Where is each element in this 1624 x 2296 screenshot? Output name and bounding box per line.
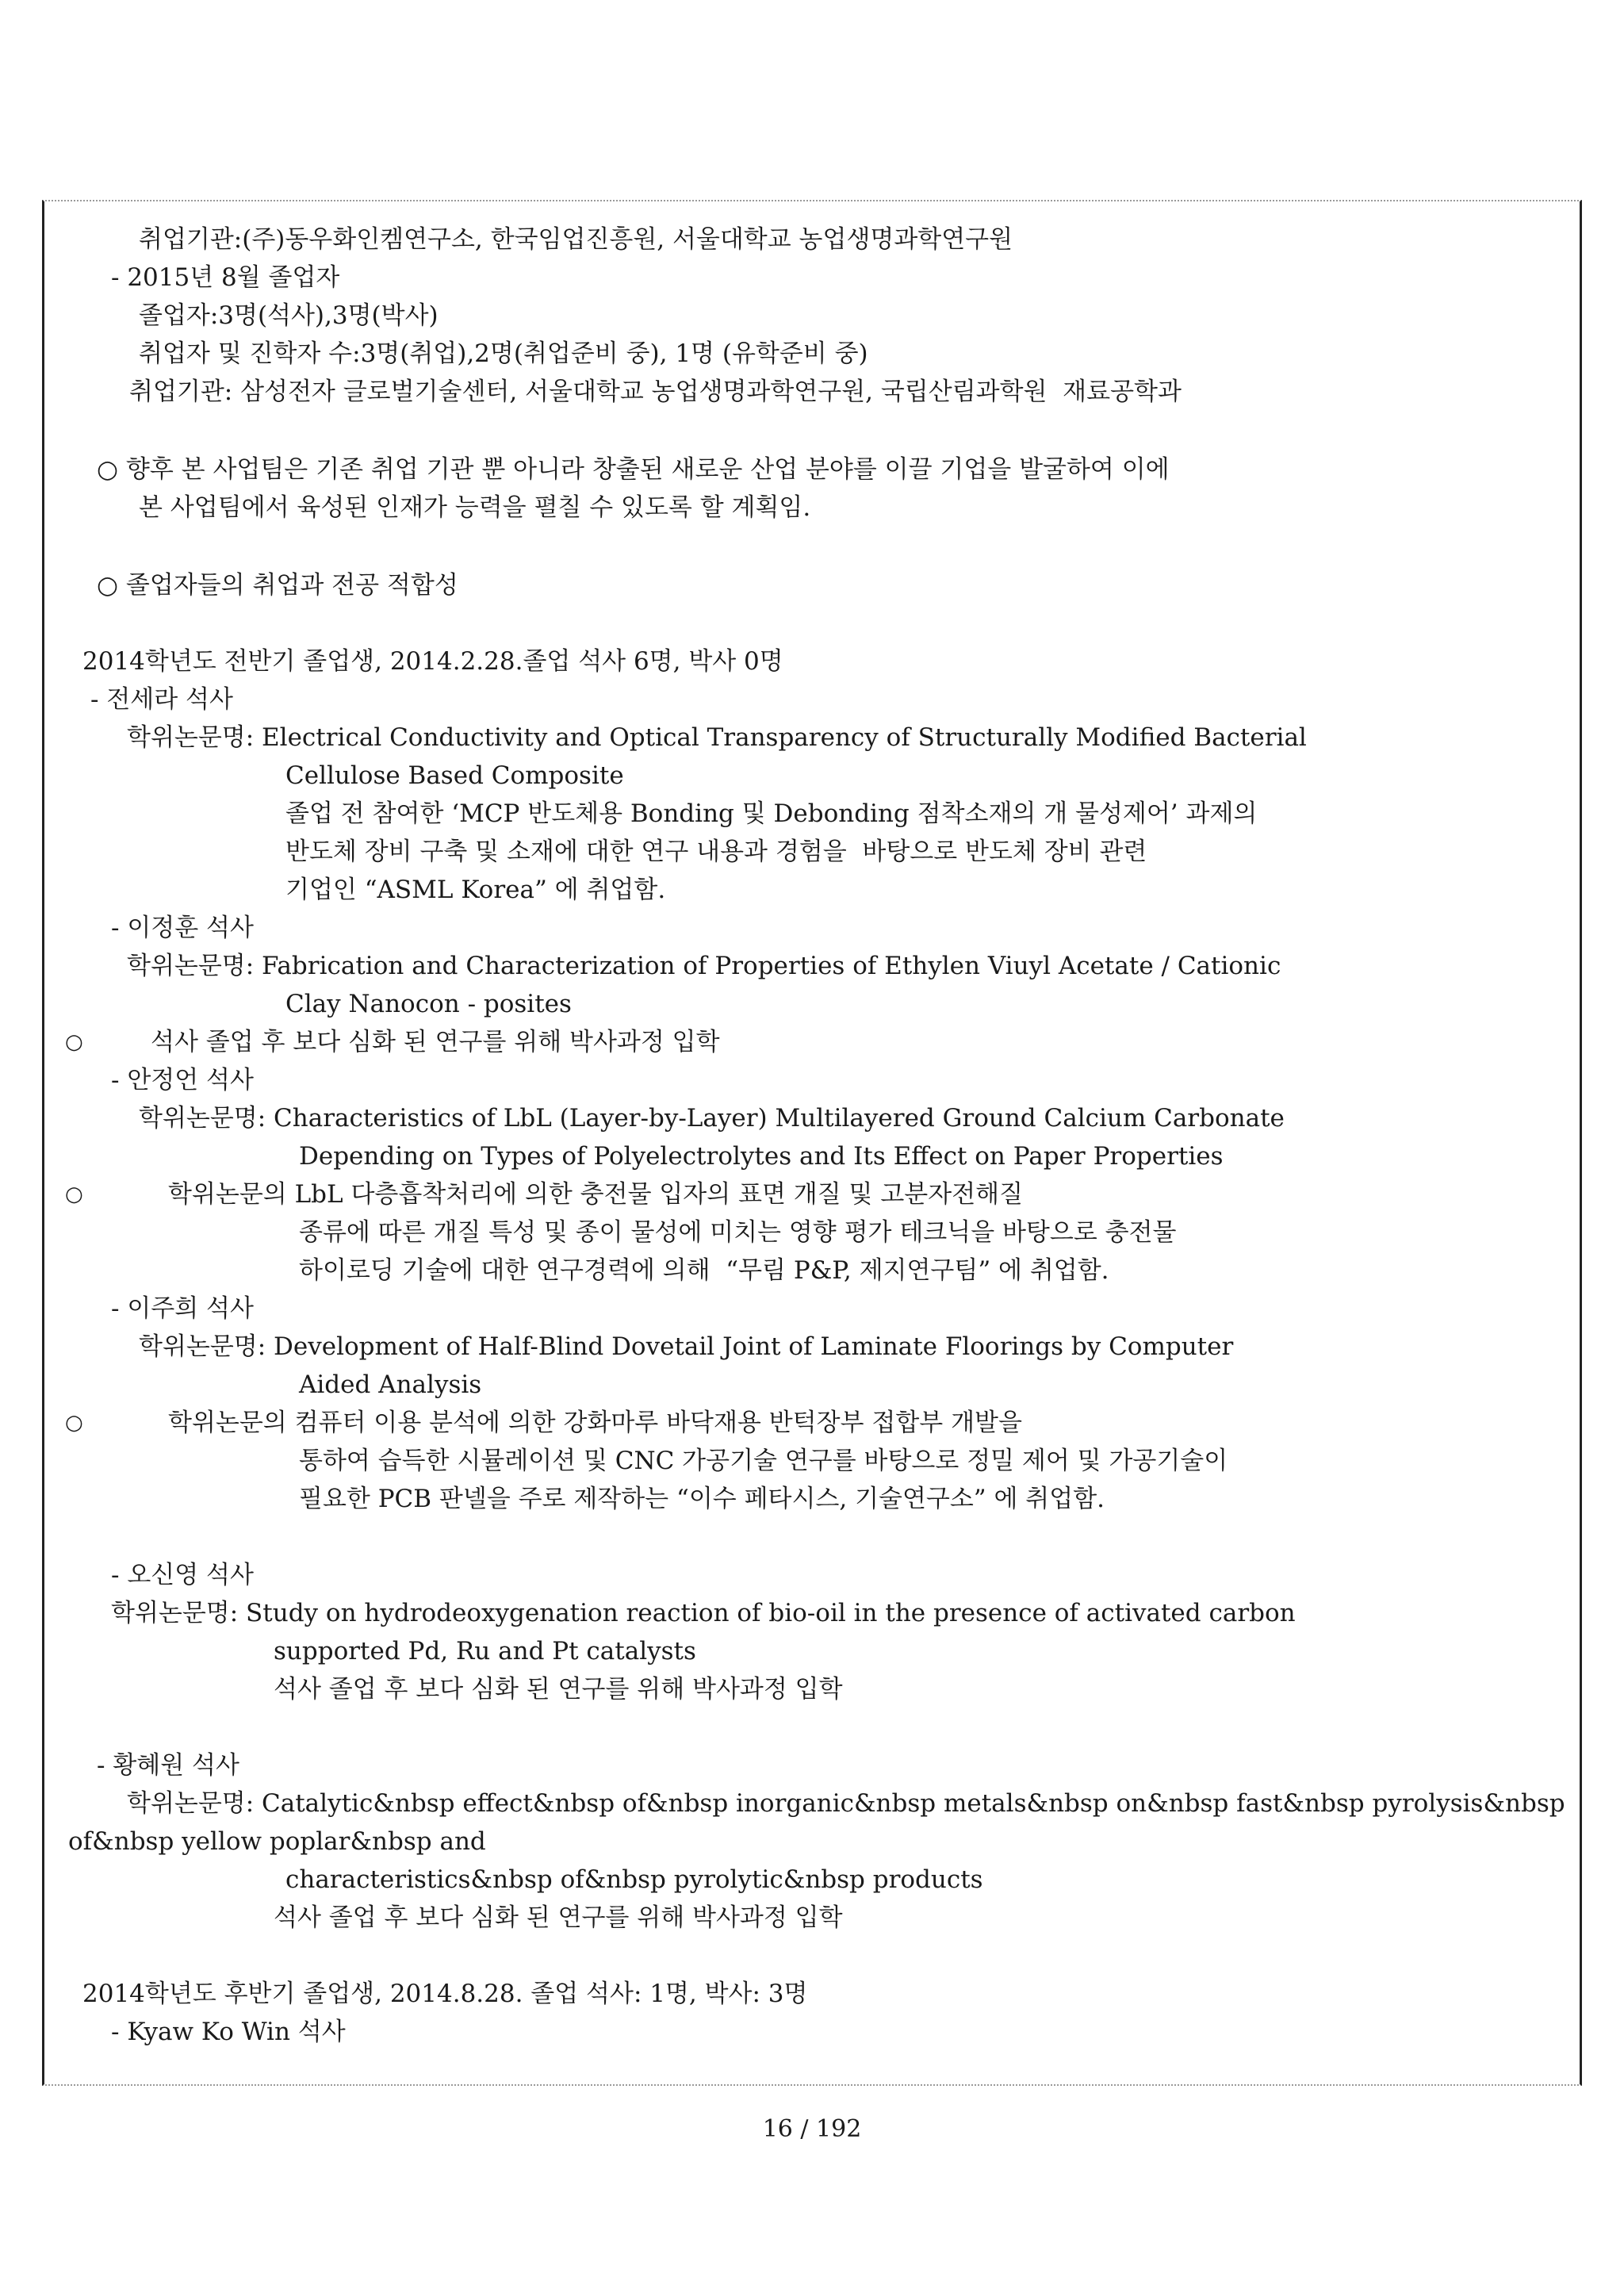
text-line: supported Pd, Ru and Pt catalysts [274, 1637, 696, 1665]
text-line: - 2015년 8월 졸업자 [111, 263, 340, 292]
text-line: - 오신영 석사 [111, 1561, 254, 1589]
text-line: ○ 졸업자들의 취업과 전공 적합성 [97, 571, 458, 600]
page-number: 16 / 192 [762, 2115, 862, 2143]
text-line: 학위논문의 LbL 다층흡착처리에 의한 충전물 입자의 표면 개질 및 고분자전해질 [168, 1180, 1024, 1209]
text-line: 반도체 장비 구축 및 소재에 대한 연구 내용과 경험을 바탕으로 반도체 장비 관련 [285, 838, 1147, 866]
text-line: 학위논문명: Electrical Conductivity and Optical Transparency of Structurally Modified Bacterial [127, 723, 1307, 752]
text-line: 석사 졸업 후 보다 심화 된 연구를 위해 박사과정 입학 [274, 1675, 843, 1704]
text-line: 석사 졸업 후 보다 심화 된 연구를 위해 박사과정 입학 [151, 1028, 720, 1056]
text-line: 취업기관:(주)동우화인켐연구소, 한국임업진흥원, 서울대학교 농업생명과학연구원 [139, 225, 1013, 254]
text-line: 학위논문명: Development of Half-Blind Dovetail Joint of Laminate Floorings by Computer [139, 1332, 1234, 1361]
text-line: 통하여 습득한 시뮬레이션 및 CNC 가공기술 연구를 바탕으로 정밀 제어 및 가공기술이 [299, 1447, 1228, 1475]
text-line: characteristics&nbsp of&nbsp pyrolytic&nbsp products [285, 1865, 983, 1894]
text-line: - 이주희 석사 [111, 1294, 254, 1323]
text-line: - 전세라 석사 [90, 685, 233, 714]
text-line: 2014학년도 전반기 졸업생, 2014.2.28.졸업 석사 6명, 박사 0명 [82, 647, 783, 676]
text-line: Cellulose Based Composite [285, 761, 624, 790]
text-line: - 이정훈 석사 [111, 914, 254, 942]
text-line: 본 사업팀에서 육성된 인재가 능력을 펼칠 수 있도록 할 계획임. [139, 493, 811, 522]
text-line: 하이로딩 기술에 대한 연구경력에 의해 “무림 P&P, 제지연구팀” 에 취업함. [299, 1256, 1109, 1285]
text-line: Depending on Types of Polyelectrolytes and Its Effect on Paper Properties [299, 1142, 1224, 1171]
text-line: 학위논문의 컴퓨터 이용 분석에 의한 강화마루 바닥재용 반턱장부 접합부 개발을 [168, 1409, 1022, 1437]
bullet-mark: ○ [65, 1411, 83, 1435]
text-line: - 황혜원 석사 [97, 1751, 239, 1780]
text-line: - 안정언 석사 [111, 1066, 254, 1094]
text-line: 기업인 “ASML Korea” 에 취업함. [285, 876, 666, 904]
text-line: 학위논문명: Study on hydrodeoxygenation reaction of bio-oil in the presence of activated carbon [111, 1599, 1296, 1627]
text-line: 종류에 따른 개질 특성 및 종이 물성에 미치는 영향 평가 테크닉을 바탕으로 충전물 [299, 1218, 1177, 1247]
text-line: 학위논문명: Catalytic&nbsp effect&nbsp of&nbsp inorganic&nbsp metals&nbsp on&nbsp fast&nbsp pyrolysis&nbsp [127, 1789, 1565, 1818]
bullet-mark: ○ [65, 1182, 83, 1206]
text-line: - Kyaw Ko Win 석사 [111, 2018, 346, 2046]
text-line: 필요한 PCB 판넬을 주로 제작하는 “이수 페타시스, 기술연구소” 에 취업함. [299, 1485, 1105, 1513]
bullet-mark: ○ [65, 1030, 83, 1054]
text-line: 취업자 및 진학자 수:3명(취업),2명(취업준비 중), 1명 (유학준비 중) [139, 339, 868, 368]
text-line: 졸업자:3명(석사),3명(박사) [139, 301, 439, 330]
text-line: 학위논문명: Characteristics of LbL (Layer-by-Layer) Multilayered Ground Calcium Carbonate [139, 1104, 1285, 1133]
text-line: ○ 향후 본 사업팀은 기존 취업 기관 뿐 아니라 창출된 새로운 산업 분야를 이끌 기업을 발굴하여 이에 [97, 455, 1170, 484]
text-line: 학위논문명: Fabrication and Characterization of Properties of Ethylen Viuyl Acetate / Cationic [127, 952, 1281, 980]
text-line: 석사 졸업 후 보다 심화 된 연구를 위해 박사과정 입학 [274, 1903, 843, 1932]
text-line: 취업기관: 삼성전자 글로벌기술센터, 서울대학교 농업생명과학연구원, 국립산림과학원 재료공학과 [129, 378, 1182, 406]
text-line: 졸업 전 참여한 ‘MCP 반도체용 Bonding 및 Debonding 점착소재의 개 물성제어’ 과제의 [285, 799, 1258, 828]
text-line: Clay Nanocon - posites [285, 990, 572, 1018]
text-line: 2014학년도 후반기 졸업생, 2014.8.28. 졸업 석사: 1명, 박사: 3명 [82, 1980, 808, 2008]
text-line: Aided Analysis [299, 1370, 482, 1399]
text-line: of&nbsp yellow poplar&nbsp and [68, 1827, 486, 1856]
